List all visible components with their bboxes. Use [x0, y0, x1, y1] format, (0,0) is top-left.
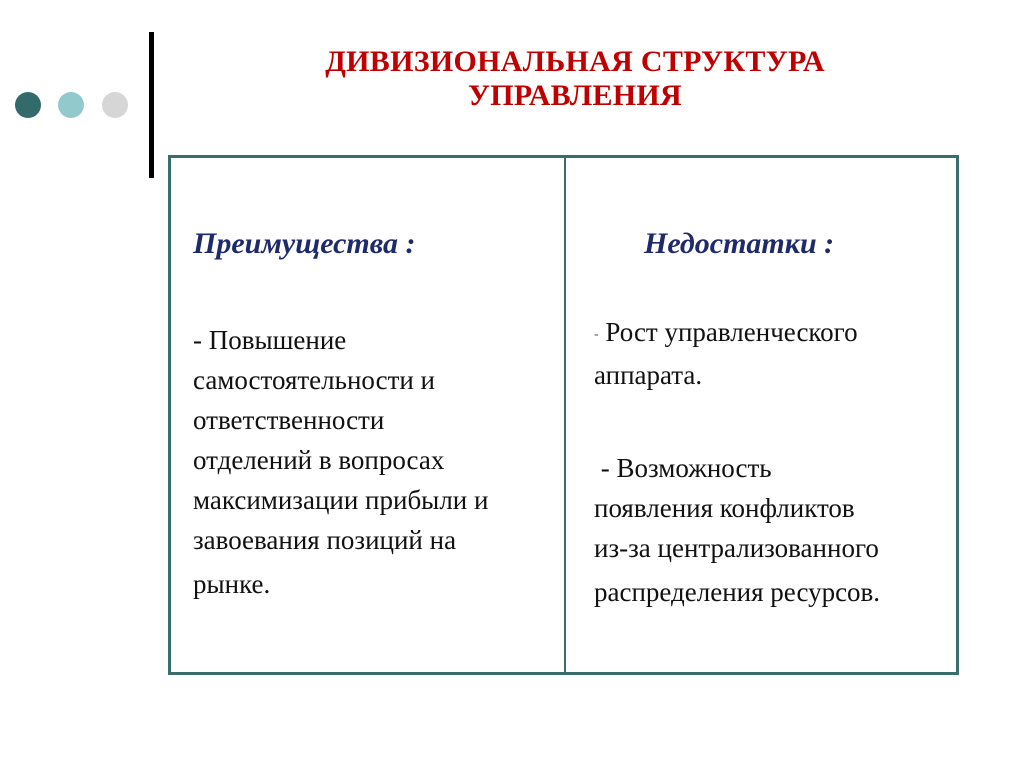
- disadvantage-line: - Возможность: [594, 453, 772, 483]
- advantages-line: отделений в вопросах: [193, 445, 445, 475]
- advantages-line: максимизации прибыли и: [193, 485, 489, 515]
- advantages-line: рынке.: [193, 569, 271, 599]
- advantages-heading: Преимущества :: [193, 227, 416, 260]
- decorative-dot-dark: [15, 92, 41, 118]
- advantages-line: завоевания позиций на: [193, 525, 457, 555]
- disadvantage-line: появления конфликтов: [594, 493, 855, 523]
- disadvantage-item-2: [594, 448, 880, 612]
- slide-title-line1: ДИВИЗИОНАЛЬНАЯ СТРУКТУРА: [325, 45, 825, 78]
- advantages-line: самостоятельности и: [193, 365, 436, 395]
- disadvantages-column: [566, 158, 956, 672]
- disadvantage-line: аппарата.: [594, 359, 703, 390]
- disadvantage-item-1: [594, 312, 858, 395]
- bullet-dash: -: [594, 326, 599, 342]
- comparison-table: [168, 155, 959, 675]
- advantages-text: [193, 320, 488, 604]
- disadvantage-line: Рост управленческого: [598, 317, 858, 347]
- disadvantage-line: распределения ресурсов.: [594, 577, 881, 607]
- decorative-vertical-bar: [149, 32, 154, 178]
- advantages-line: ответственности: [193, 405, 385, 435]
- advantages-column: [171, 158, 563, 672]
- disadvantage-line: из-за централизованного: [594, 533, 879, 563]
- slide-title: [250, 45, 900, 113]
- advantages-line: - Повышение: [193, 325, 347, 355]
- slide-title-line2: УПРАВЛЕНИЯ: [467, 79, 683, 112]
- decorative-dot-light: [58, 92, 84, 118]
- disadvantages-heading: Недостатки :: [644, 227, 835, 260]
- decorative-dot-gray: [102, 92, 128, 118]
